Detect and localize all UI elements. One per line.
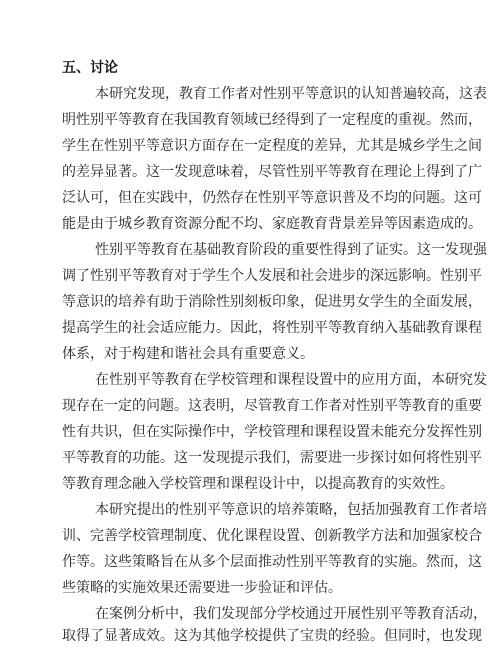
paragraph-line: 等教育理念融入学校管理和课程设计中，以提高教育的实效性。 — [62, 476, 454, 492]
paragraph-line: 明性别平等教育在我国教育领域已经得到了一定程度的重视。然而， — [62, 112, 482, 128]
paragraph-line: 提高学生的社会适应能力。因此，将性别平等教育纳入基础教育课程 — [62, 320, 482, 336]
paragraph-line: 平等教育的功能。这一发现提示我们，需要进一步探讨如何将性别平 — [62, 450, 482, 466]
paragraph-line: 现存在一定的问题。这表明，尽管教育工作者对性别平等教育的重要 — [62, 398, 482, 414]
paragraph-line: 训、完善学校管理制度、优化课程设置、创新教学方法和加强家校合 — [62, 528, 482, 544]
paragraph-line: 作等。这些策略旨在从多个层面推动性别平等教育的实施。然而，这 — [62, 554, 482, 570]
paragraph-line: 性有共识，但在实际操作中，学校管理和课程设置未能充分发挥性别 — [62, 424, 482, 440]
paragraph-line: 泛认可，但在实践中，仍然存在性别平等意识普及不均的问题。这可 — [62, 190, 482, 206]
paragraph-line: 等意识的培养有助于消除性别刻板印象，促进男女学生的全面发展， — [62, 294, 482, 310]
paragraph-line: 体系，对于构建和谐社会具有重要意义。 — [62, 346, 314, 362]
paragraph-line: 能是由于城乡教育资源分配不均、家庭教育背景差异等因素造成的。 — [62, 216, 482, 232]
paragraph-line: 调了性别平等教育对于学生个人发展和社会进步的深远影响。性别平 — [62, 268, 482, 284]
paragraph-line: 本研究发现，教育工作者对性别平等意识的认知普遍较高，这表 — [95, 86, 487, 102]
section-heading: 五、讨论 — [62, 60, 118, 76]
paragraph-line: 性别平等教育在基础教育阶段的重要性得到了证实。这一发现强 — [95, 242, 487, 258]
paragraph-line: 在性别平等教育在学校管理和课程设置中的应用方面，本研究发 — [95, 372, 487, 388]
paragraph-line: 的差异显著。这一发现意味着，尽管性别平等教育在理论上得到了广 — [62, 164, 482, 180]
paragraph-line: 取得了显著成效。这为其他学校提供了宝贵的经验。但同时，也发现 — [62, 628, 482, 644]
paragraph-line: 些策略的实施效果还需要进一步验证和评估。 — [62, 580, 342, 596]
paragraph-line: 本研究提出的性别平等意识的培养策略，包括加强教育工作者培 — [95, 502, 487, 518]
paragraph-line: 在案例分析中，我们发现部分学校通过开展性别平等教育活动， — [95, 606, 487, 622]
paragraph-line: 学生在性别平等意识方面存在一定程度的差异，尤其是城乡学生之间 — [62, 138, 482, 154]
